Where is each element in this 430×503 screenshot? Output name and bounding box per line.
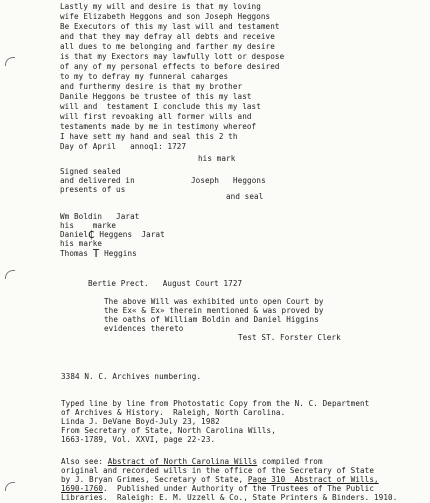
signed-line: Signed sealed	[60, 167, 121, 176]
will-line: testaments made by me in testimony whereof	[60, 122, 257, 131]
witness-first-name: Thomas	[60, 249, 93, 258]
also-see-text: by J. Bryan Grimes, Secretary of State,	[61, 475, 248, 484]
court-clerk: Test ST. Forster Clerk	[238, 333, 341, 342]
typed-note-line: of Archives & History. Raleigh, North Carolina.	[61, 408, 286, 417]
typed-note-line: From Secretary of State, North Carolina Wills,	[61, 426, 276, 435]
will-line: wife Elizabeth Heggons and son Joseph Heggons	[60, 12, 271, 21]
and-seal-label: and seal	[226, 192, 264, 201]
page-reference: Page 310 Abstract of Wills,	[247, 475, 379, 484]
witness-boldin: Wm Boldin Jarat	[60, 212, 140, 221]
signer-name: Joseph Heggons	[191, 176, 266, 185]
binder-hole-mark	[5, 57, 15, 66]
will-line: Lastly my will and desire is that my loving	[60, 2, 261, 11]
will-line: and furthermy desire is that my brother	[60, 82, 243, 91]
witness-marke: his marke	[60, 239, 103, 248]
witness-surname: Heggens Jarat	[94, 230, 165, 239]
court-line: the oaths of William Boldin and Daniel Higgins	[104, 315, 319, 324]
also-see-label: Also see:	[61, 457, 108, 466]
signed-line: presents of us	[60, 185, 126, 194]
will-line: will first revoaking all former wills and	[60, 112, 252, 121]
archives-number: 3384 N. C. Archives numbering.	[61, 372, 202, 381]
typed-note-line: 1663-1789, Vol. XXVI, page 22-23.	[61, 435, 216, 444]
will-line: I have sett my hand and seal this 2 th	[60, 132, 238, 141]
witness-first-name: Daniel	[60, 230, 89, 239]
court-heading: Bertie Prect. August Court 1727	[88, 279, 243, 288]
will-line: all dues to me belonging and farther my desire	[60, 42, 275, 51]
book-title: Abstract of North Carolina Wills	[107, 457, 258, 466]
signed-line: and delivered in	[60, 176, 135, 185]
binder-hole-mark	[5, 270, 15, 279]
witness-heggins	[60, 247, 137, 260]
his-mark-label: his mark	[198, 154, 236, 163]
will-line: Be Executors of this my last will and testament	[60, 22, 280, 31]
will-line: is that my Exectors may lawfully lott or despose	[60, 52, 285, 61]
also-see-text: compiled from	[257, 457, 323, 466]
court-line: the Ex« & Ex» therein mentioned & was proved by	[104, 306, 324, 315]
court-line: The above Will was exhibited unto open Court by	[104, 297, 324, 306]
witness-mark-glyph: ₵	[88, 228, 95, 241]
will-line: to my to defray my funneral caharges	[60, 72, 229, 81]
also-see-line: original and recorded wills in the office of the Secretary of State	[61, 466, 375, 475]
also-see-line: Libraries. Raleigh: E. M. Uzzell & Co., State Printers & Binders. 1910.	[61, 493, 398, 502]
year-range: 1690-1760	[61, 484, 104, 493]
witness-mark-glyph: T	[92, 247, 100, 260]
court-line: evidences thereto	[104, 324, 184, 333]
witness-surname: Heggins	[99, 249, 137, 258]
will-line: Danile Heggons be trustee of this my last	[60, 92, 252, 101]
witness-marke: his marke	[60, 221, 117, 230]
will-line: and that they may defray all debts and receive	[60, 32, 275, 41]
will-line: Day of April annoq1: 1727	[60, 142, 187, 151]
binder-hole-mark	[5, 482, 15, 491]
will-line: will and testament I conclude this my last	[60, 102, 261, 111]
typed-note-line: Typed line by line from Photostatic Copy from the N. C. Department	[61, 399, 370, 408]
will-line: of any of my personal effects to before desired	[60, 62, 280, 71]
typed-note-line: Linda J. DeVane Boyd-July 23, 1982	[61, 417, 220, 426]
also-see-text: . Published under Authority of the Trustees of The Public	[103, 484, 375, 493]
